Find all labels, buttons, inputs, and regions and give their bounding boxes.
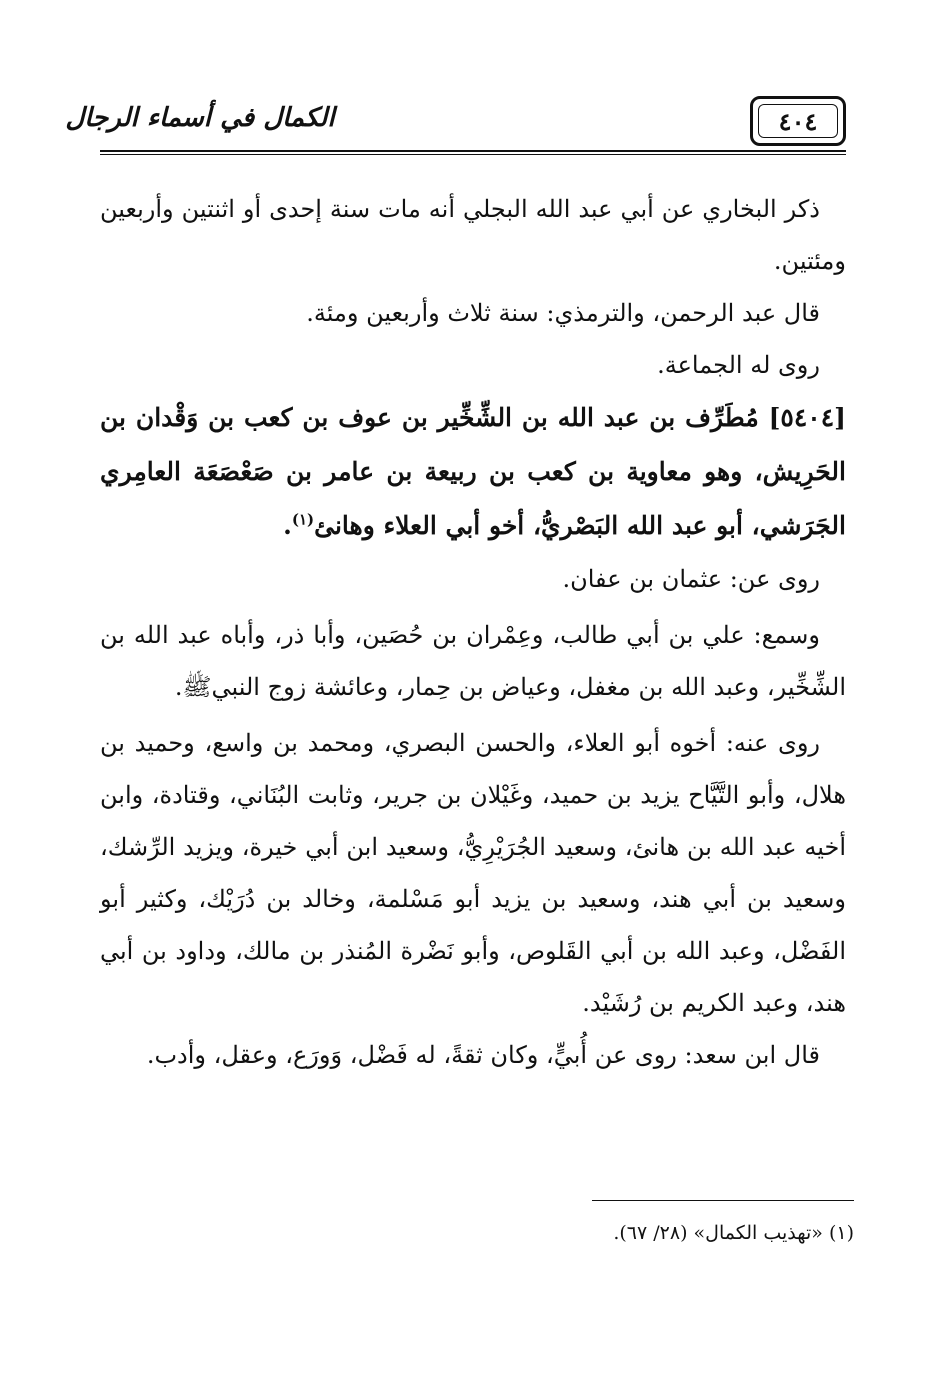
- header-rule: [100, 150, 846, 152]
- main-text: [100, 183, 846, 1081]
- paragraph-samia: وسمع: علي بن أبي طالب، وعِمْران بن حُصَين، وأبا ذر، وأباه عبد الله بن الشِّخِّير، وعبد الله بن مغفل، وعياض بن حِمار، وعائشة زوج النبيﷺ.: [100, 621, 846, 701]
- entry-name: مُطَرِّف بن عبد الله بن الشِّخِّير بن عوف بن كعب بن وَقْدان بن الحَرِيش، وهو معاوية بن كعب بن ربيعة بن عامر بن صَعْصَعَة العامِري الجَرَشي، أبو عبد الله البَصْريُّ، أخو أبي العلاء وهانئ: [100, 403, 846, 540]
- paragraph-rawa-an: روى عن: عثمان بن عفان.: [562, 565, 820, 593]
- page-number: ٤٠٤: [778, 106, 818, 136]
- page-number-box: [750, 96, 846, 146]
- biography-entry-heading: [100, 391, 846, 553]
- paragraph-ibn-saad: قال ابن سعد: روى عن أُبيٍّ، وكان ثقةً، له فَضْل، وَورَع، وعقل، وأدب.: [146, 1041, 820, 1069]
- entry-number: [٥٤٠٤]: [768, 403, 846, 432]
- paragraph-bukhari: ذكر البخاري عن أبي عبد الله البجلي أنه مات سنة إحدى أو اثنتين وأربعين ومئتين.: [100, 195, 846, 275]
- entry-end: .: [283, 511, 292, 540]
- page-header: [65, 92, 846, 156]
- footnote-reference: (١): [291, 510, 315, 529]
- footnote-rule: [592, 1200, 854, 1201]
- header-rule-thin: [100, 154, 846, 155]
- paragraph-abdulrahman: قال عبد الرحمن، والترمذي: سنة ثلاث وأربعين ومئة.: [306, 299, 820, 327]
- paragraph-riwaya-jamaa: روى له الجماعة.: [657, 351, 820, 379]
- footnote: (١) «تهذيب الكمال» (٢٨/ ٦٧).: [613, 1222, 854, 1244]
- book-title-logo: الكمال في أسماء الرجال: [65, 103, 335, 133]
- paragraph-rawa-anhu: روى عنه: أخوه أبو العلاء، والحسن البصري، ومحمد بن واسع، وحميد بن هلال، وأبو التَّيَّاح يزيد بن حميد، وغَيْلان بن جرير، وثابت البُنَاني، وقتادة، وابن أخيه عبد الله بن هانئ، وسعيد الجُرَيْرِيُّ، وسعيد ابن أبي خيرة، ويزيد الرِّشك، وسعيد بن أبي هند، وسعيد بن يزيد أبو مَسْلمة، وخالد بن دُرَيْك، وكثير أبو الفَضْل، وعبد الله بن أبي القَلوص، وأبو نَضْرة المُنذر بن مالك، وداود بن أبي هند، وعبد الكريم بن رُشَيْد.: [100, 729, 846, 1017]
